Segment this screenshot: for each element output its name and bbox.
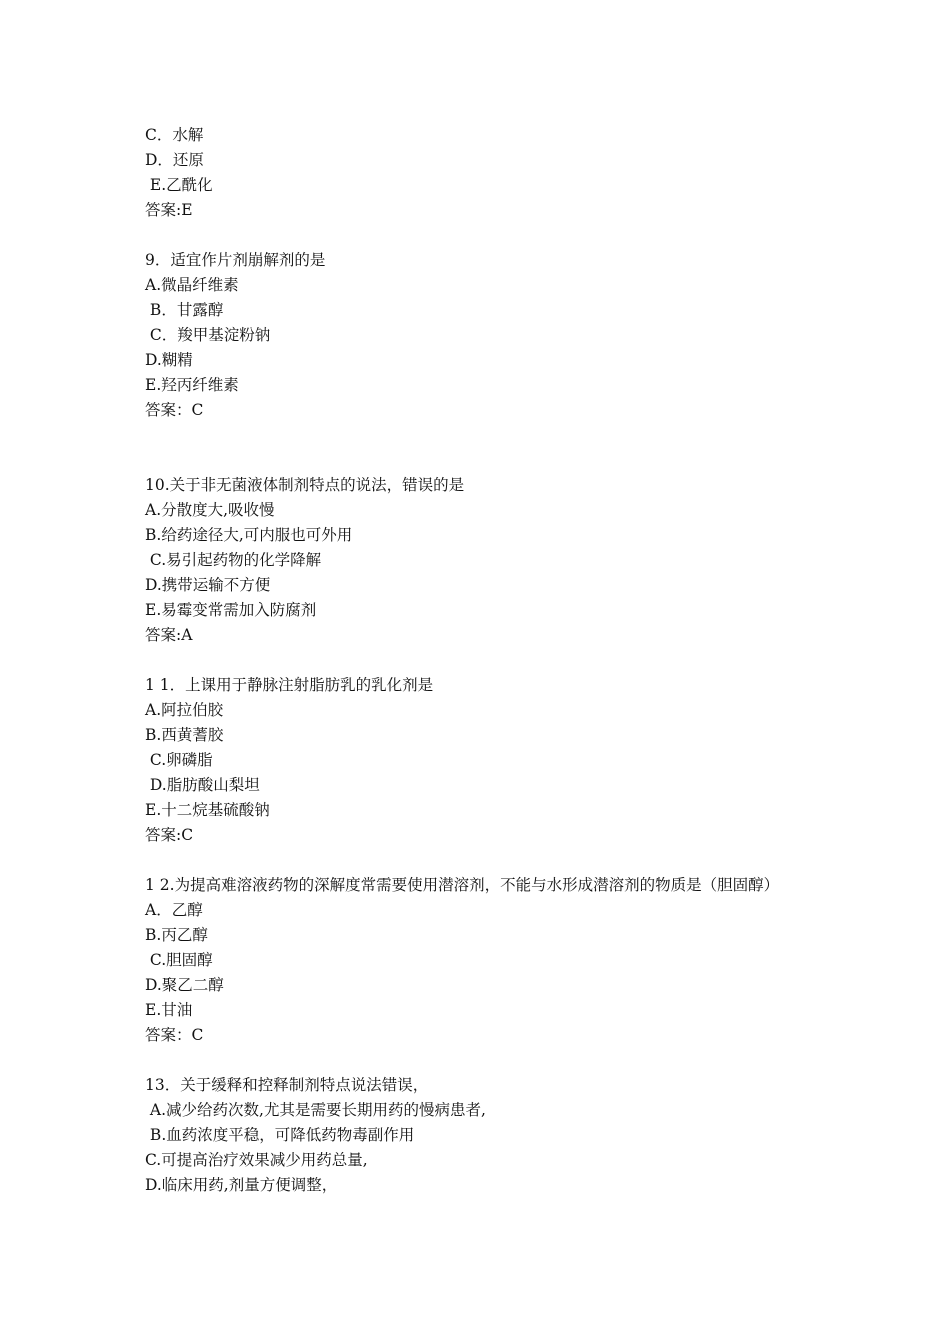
answer: 答案：C: [145, 401, 204, 419]
option-e: E.羟丙纤维素: [145, 376, 239, 394]
question-12: [145, 873, 825, 1048]
option-e: E.易霉变常需加入防腐剂: [145, 601, 317, 619]
answer: 答案:E: [145, 201, 193, 219]
option-d: D.携带运输不方便: [145, 576, 271, 594]
option-c: C.胆固醇: [145, 951, 213, 969]
option-c: C．羧甲基淀粉钠: [145, 326, 271, 344]
option-d: D.脂肪酸山梨坦: [145, 776, 260, 794]
option-e: E.乙酰化: [145, 176, 213, 194]
question-stem: 1 1．上课用于静脉注射脂肪乳的乳化剂是: [145, 676, 434, 694]
question-9: [145, 248, 825, 423]
question-10: [145, 473, 825, 648]
answer: 答案:A: [145, 626, 193, 644]
option-d: D.糊精: [145, 351, 193, 369]
option-b: B.丙乙醇: [145, 926, 208, 944]
option-a: A．乙醇: [145, 901, 203, 919]
question-stem: 1 2.为提高难溶液药物的深解度常需要使用潜溶剂，不能与水形成潜溶剂的物质是（胆固醇）: [145, 876, 780, 894]
option-a: A.阿拉伯胶: [145, 701, 224, 719]
spacer: [145, 423, 825, 473]
option-a: A.减少给药次数,尤其是需要长期用药的慢病患者,: [145, 1101, 486, 1119]
option-c: C．水解: [145, 126, 204, 144]
question-stem: 10.关于非无菌液体制剂特点的说法，错误的是: [145, 476, 465, 494]
option-b: B．甘露醇: [145, 301, 224, 319]
answer: 答案：C: [145, 1026, 204, 1044]
option-c: C.卵磷脂: [145, 751, 213, 769]
option-b: B.血药浓度平稳，可降低药物毒副作用: [145, 1126, 415, 1144]
option-c: C.易引起药物的化学降解: [145, 551, 322, 569]
option-d: D.临床用药,剂量方便调整，: [145, 1176, 338, 1194]
question-11: [145, 673, 825, 848]
option-d: D．还原: [145, 151, 204, 169]
question-13: [145, 1073, 825, 1198]
document-body: [145, 123, 825, 1198]
question-stem: 13．关于缓释和控释制剂特点说法错误，: [145, 1076, 429, 1094]
spacer: [145, 1048, 825, 1073]
option-c: C.可提高治疗效果减少用药总量,: [145, 1151, 368, 1169]
option-a: A.分散度大,吸收慢: [145, 501, 275, 519]
spacer: [145, 223, 825, 248]
option-a: A.微晶纤维素: [145, 276, 239, 294]
option-e: E.十二烷基硫酸钠: [145, 801, 270, 819]
option-b: B.西黄蓍胶: [145, 726, 224, 744]
question-stem: 9．适宜作片剂崩解剂的是: [145, 251, 326, 269]
spacer: [145, 648, 825, 673]
option-d: D.聚乙二醇: [145, 976, 224, 994]
answer: 答案:C: [145, 826, 194, 844]
spacer: [145, 848, 825, 873]
option-e: E.甘油: [145, 1001, 193, 1019]
option-b: B.给药途径大,可内服也可外用: [145, 526, 353, 544]
question-8-tail: [145, 123, 825, 223]
